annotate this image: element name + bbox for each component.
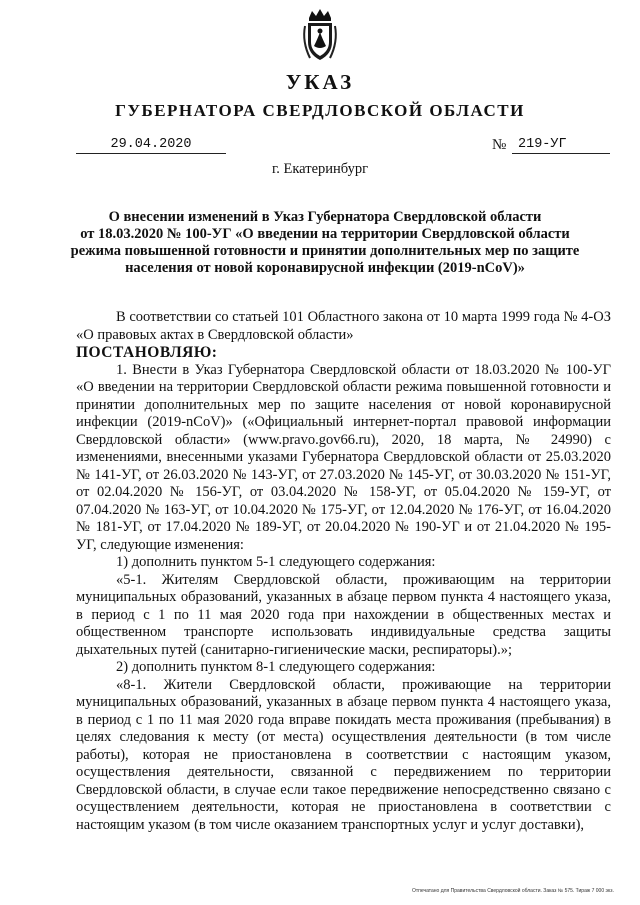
decree-body [76, 309, 611, 834]
preamble-paragraph: В соответствии со статьей 101 Областного закона от 10 марта 1999 года № 4-ОЗ «О правовых актах в Свердловской области» [76, 309, 611, 343]
coat-of-arms-icon [300, 8, 340, 64]
city: г. Екатеринбург [271, 161, 369, 177]
decree-issuer: ГУБЕРНАТОРА СВЕРДЛОВСКОЙ ОБЛАСТИ [115, 101, 525, 120]
decree-heading [40, 209, 610, 277]
body-paragraph: 1. Внести в Указ Губернатора Свердловской области от 18.03.2020 № 100-УГ «О введении на территории Свердловской области режима повышенной готовности и принятии дополнительных мер по защите населения от новой коронавирусной инфекции (2019-nCoV)» («Официальный интернет-портал правовой информации Свердловской области» (www.pravo.gov66.ru), 2020, 18 марта, № 24990) с изменениями, внесенными указами Губернатора Свердловской области от 25.03.2020 № 141-УГ, от 26.03.2020 № 143-УГ, от 27.03.2020 № 145-УГ, от 30.03.2020 № 151-УГ, от 02.04.2020 № 156-УГ, от 03.04.2020 № 158-УГ, от 05.04.2020 № 159-УГ, от 07.04.2020 № 163-УГ, от 10.04.2020 № 175-УГ, от 12.04.2020 № 176-УГ, от 16.04.2020 № 181-УГ, от 17.04.2020 № 189-УГ, от 20.04.2020 № 190-УГ и от 21.04.2020 № 195-УГ, следующие изменения: [76, 361, 611, 553]
decree-word: ПОСТАНОВЛЯЮ: [76, 344, 218, 361]
heading-line: от 18.03.2020 № 100-УГ «О введении на территории Свердловской области [80, 226, 570, 242]
heading-line: населения от новой коронавирусной инфекции (2019-nCoV)» [125, 260, 525, 276]
number-sign: № [492, 137, 507, 153]
body-paragraph: «8-1. Жители Свердловской области, проживающие на территории муниципальных образований, указанных в абзаце первом пункта 4 настоящего указа, в период с 1 по 11 мая 2020 года вправе покидать места проживания (пребывания) в целях следования к месту (от места) осуществления деятельности (в том числе работы), которая не приостановлена в соответствии с настоящим указом, осуществления деятельности, связанной с передвижением по территории Свердловской области, в случае если такое передвижение непосредственно связано с осуществлением деятельности, которая не приостановлена в соответствии с настоящим указом (в том числе оказанием транспортных услуг и услуг доставки), [76, 676, 611, 833]
decree-number: 219-УГ [512, 137, 610, 154]
decree-number-block [492, 136, 612, 154]
heading-line: режима повышенной готовности и принятии дополнительных мер по защите [70, 243, 580, 259]
body-paragraph: «5-1. Жителям Свердловской области, проживающим на территории муниципальных образований, указанных в абзаце первом пункта 4 настоящего указа, в период с 1 по 11 мая 2020 года при нахождении в общественных местах и общественном транспорте использовать индивидуальные средства защиты дыхательных путей (санитарно-гигиенические маски, респираторы).»; [76, 571, 611, 658]
print-note: Отпечатано для Правительства Свердловской области. Заказ № 575. Тираж 7 000 экз. [412, 888, 614, 894]
decree-date: 29.04.2020 [76, 137, 226, 154]
decree-title: УКАЗ [285, 70, 355, 94]
heading-line: О внесении изменений в Указ Губернатора Свердловской области [108, 209, 542, 225]
body-paragraph: 2) дополнить пунктом 8-1 следующего содержания: [116, 659, 436, 675]
body-paragraph: 1) дополнить пунктом 5-1 следующего содержания: [116, 554, 436, 570]
